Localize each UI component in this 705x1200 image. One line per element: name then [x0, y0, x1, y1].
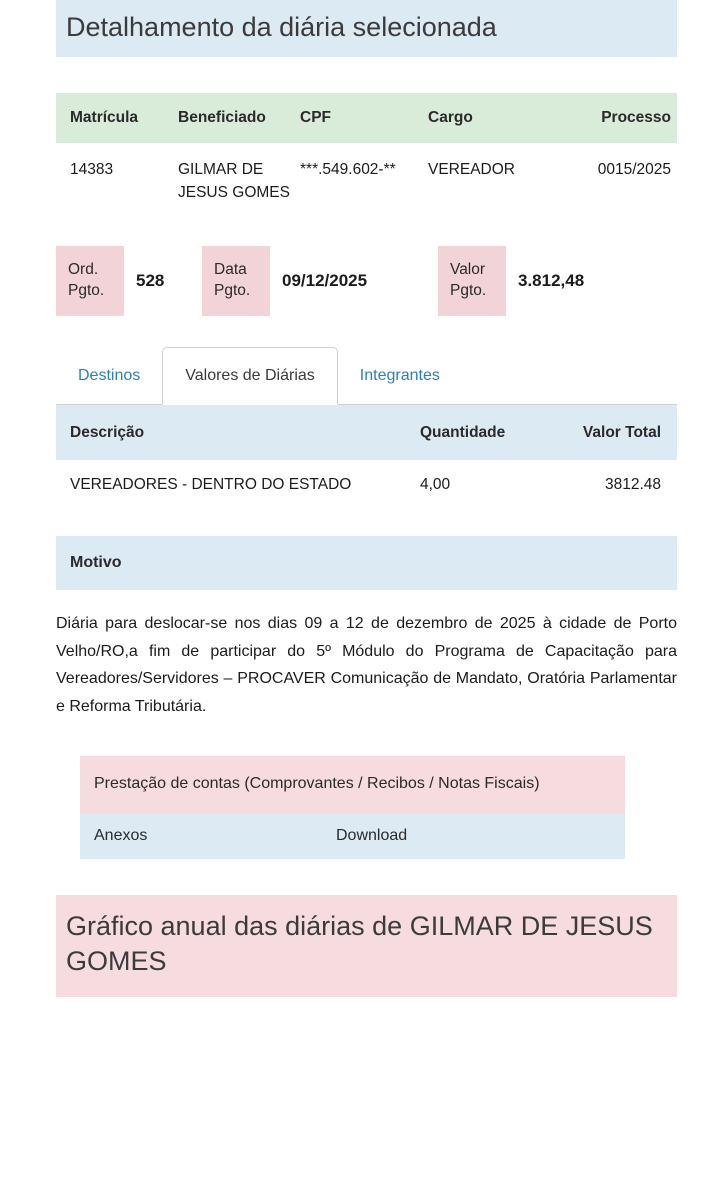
col-header-beneficiado: Beneficiado	[178, 93, 300, 143]
label-valor-pgto: Valor Pgto.	[438, 246, 506, 316]
page-title: Detalhamento da diária selecionada	[66, 12, 497, 42]
tab-valores-de-diarias[interactable]: Valores de Diárias	[162, 347, 338, 405]
col-header-cargo: Cargo	[428, 93, 553, 143]
beneficiary-info-table	[56, 93, 677, 220]
table-header-row	[56, 93, 677, 143]
col-header-processo: Processo	[553, 93, 677, 143]
value-valor-pgto: 3.812,48	[506, 246, 677, 316]
beneficiary-info-section	[56, 93, 677, 220]
col-header-valor-total: Valor Total	[530, 405, 677, 460]
beneficiary-info-body	[56, 143, 677, 220]
prestacao-de-contas-section	[80, 756, 625, 859]
label-ord-pgto: Ord. Pgto.	[56, 246, 124, 316]
cell-cargo: VEREADOR	[428, 161, 515, 179]
col-header-descricao: Descrição	[56, 405, 420, 460]
tab-integrantes[interactable]: Integrantes	[359, 366, 440, 384]
cell-valor-total: 3812.48	[604, 476, 661, 494]
detail-tabs	[56, 342, 677, 405]
diarias-table-head	[56, 405, 677, 460]
cell-quantidade: 4,00	[420, 476, 451, 494]
anexos-label: Anexos	[94, 827, 148, 845]
value-ord-pgto: 528	[124, 246, 202, 316]
chart-section-title: Gráfico anual das diárias de GILMAR DE JESUS GOMES	[56, 895, 677, 997]
motivo-text: Diária para deslocar-se nos dias 09 a 12 de dezembro de 2025 à cidade de Porto Velho/RO,a fim de participar do 5º Módulo do Programa de Capacitação para Vereadores/Servidores – PROCAVER Comunicação de Mandato, Oratória Parlamentar e Reforma Tributária.	[56, 615, 677, 715]
cell-cpf: ***.549.602-**	[300, 161, 396, 179]
value-data-pgto: 09/12/2025	[270, 246, 438, 316]
table-header-row	[56, 405, 677, 460]
diarias-table-body	[56, 460, 677, 510]
table-row	[56, 143, 677, 220]
cell-processo: 0015/2025	[597, 161, 671, 179]
col-header-matricula: Matrícula	[56, 93, 178, 143]
cell-beneficiado: GILMAR DE JESUS GOMES	[178, 161, 290, 201]
label-data-pgto: Data Pgto.	[202, 246, 270, 316]
page-title-bar	[56, 0, 677, 57]
diarias-table	[56, 405, 677, 510]
motivo-heading: Motivo	[56, 536, 677, 590]
beneficiary-info-head	[56, 93, 677, 143]
col-header-quantidade: Quantidade	[420, 405, 530, 460]
table-row	[56, 460, 677, 510]
cell-descricao: VEREADORES - DENTRO DO ESTADO	[70, 476, 352, 494]
download-link[interactable]: Download	[336, 827, 408, 845]
col-header-cpf: CPF	[300, 93, 428, 143]
payment-info-strip	[56, 246, 677, 316]
diarias-values-section	[56, 405, 677, 510]
prestacao-row	[80, 813, 625, 859]
cell-matricula: 14383	[70, 161, 114, 179]
prestacao-heading: Prestação de contas (Comprovantes / Recibos / Notas Fiscais)	[80, 756, 625, 813]
tab-destinos[interactable]: Destinos	[78, 366, 141, 384]
